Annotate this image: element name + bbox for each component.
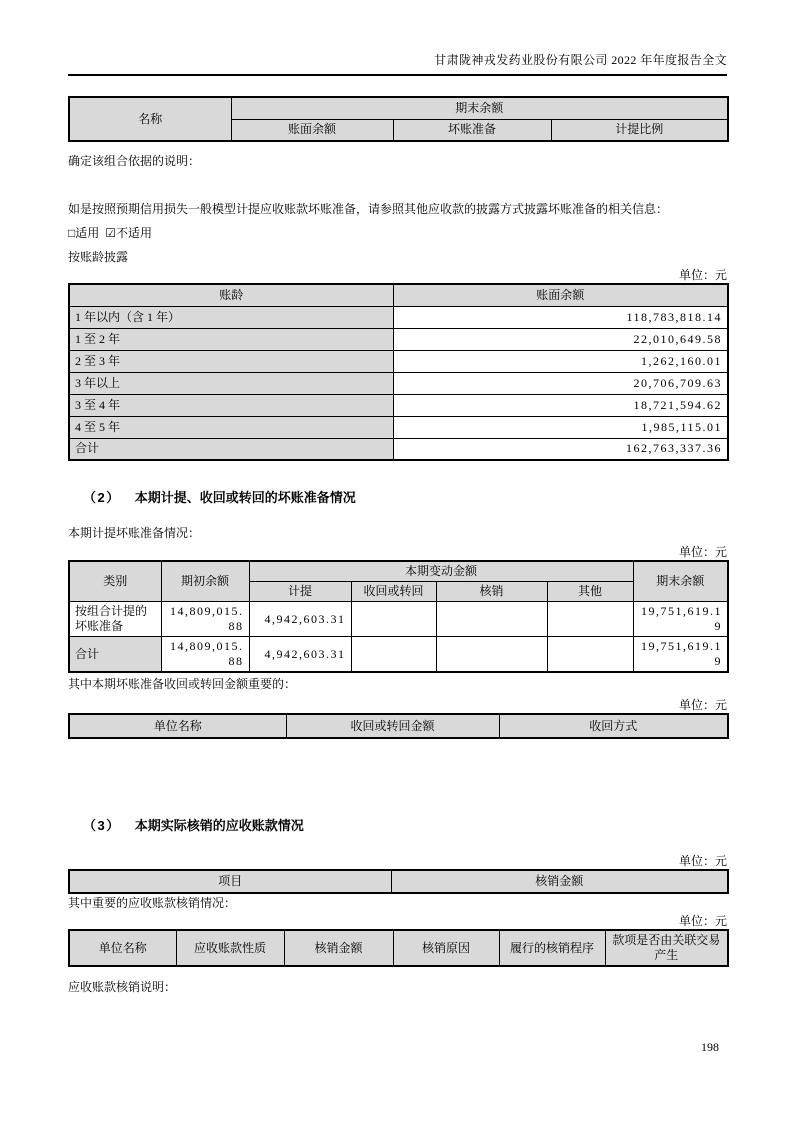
provision-row-category: 按组合计提的坏账准备 bbox=[69, 602, 161, 637]
provision-row-ending: 19,751,619.19 bbox=[633, 602, 728, 637]
checkbox-not-applicable-label: 不适用 bbox=[116, 226, 153, 240]
col-header-name: 名称 bbox=[69, 97, 231, 141]
col-header-provision-ratio: 计提比例 bbox=[551, 119, 728, 141]
aging-row-value: 1,985,115.01 bbox=[393, 416, 728, 438]
checkbox-applicable-label: 适用 bbox=[75, 226, 100, 240]
provision-total-other bbox=[547, 637, 633, 673]
document-header-title: 甘肃陇神戎发药业股份有限公司 2022 年年度报告全文 bbox=[434, 53, 727, 67]
provision-row-recover bbox=[351, 602, 436, 637]
col-header-writeoff-amount: 核销金额 bbox=[284, 930, 393, 966]
col-header-recovery-method: 收回方式 bbox=[499, 714, 728, 738]
table-row bbox=[69, 438, 728, 460]
col-header-bad-debt-provision: 坏账准备 bbox=[393, 119, 551, 141]
unit-label: 单位：元 bbox=[678, 268, 727, 282]
writeoff-explanation-note: 应收账款核销说明： bbox=[68, 980, 177, 994]
aging-row-value: 18,721,594.62 bbox=[393, 394, 728, 416]
col-header-recover: 收回或转回 bbox=[351, 582, 436, 602]
table-row bbox=[69, 328, 728, 350]
col-header-writeoff: 核销 bbox=[436, 582, 547, 602]
aging-row-label: 3 年以上 bbox=[69, 372, 393, 394]
table-row bbox=[69, 637, 728, 673]
provision-total-writeoff bbox=[436, 637, 547, 673]
group-basis-note: 确定该组合依据的说明： bbox=[68, 154, 201, 168]
unit-label: 单位：元 bbox=[678, 914, 727, 928]
col-header-writeoff-amount: 核销金额 bbox=[391, 870, 728, 893]
aging-row-value: 118,783,818.14 bbox=[393, 306, 728, 328]
section-3-heading bbox=[68, 815, 727, 834]
provision-total-beginning: 14,809,015.88 bbox=[161, 637, 249, 673]
table-row bbox=[69, 416, 728, 438]
provision-total-category: 合计 bbox=[69, 637, 161, 673]
provision-note: 本期计提坏账准备情况： bbox=[68, 526, 201, 540]
provision-row-beginning: 14,809,015.88 bbox=[161, 602, 249, 637]
table-row bbox=[69, 394, 728, 416]
checkbox-not-applicable-icon: ☑ bbox=[105, 226, 117, 240]
header-rule bbox=[68, 74, 727, 76]
important-writeoff-note: 其中重要的应收账款核销情况： bbox=[68, 896, 237, 910]
aging-total-label: 合计 bbox=[69, 438, 393, 460]
col-header-writeoff-reason: 核销原因 bbox=[393, 930, 499, 966]
col-header-aging: 账龄 bbox=[69, 284, 393, 306]
col-header-entity-name: 单位名称 bbox=[69, 930, 176, 966]
col-header-book-balance: 账面余额 bbox=[231, 119, 393, 141]
table-row bbox=[69, 602, 728, 637]
writeoff-detail-table bbox=[68, 929, 729, 967]
col-header-change-group: 本期变动金额 bbox=[249, 561, 633, 582]
aging-row-label: 4 至 5 年 bbox=[69, 416, 393, 438]
portfolio-provision-table bbox=[68, 96, 729, 142]
col-header-category: 类别 bbox=[69, 561, 161, 602]
col-header-provision: 计提 bbox=[249, 582, 351, 602]
col-header-ending-balance: 期末余额 bbox=[633, 561, 728, 602]
writeoff-summary-table bbox=[68, 869, 729, 894]
col-header-beginning-balance: 期初余额 bbox=[161, 561, 249, 602]
col-header-other: 其他 bbox=[547, 582, 633, 602]
aging-row-label: 2 至 3 年 bbox=[69, 350, 393, 372]
col-header-recovered-amount: 收回或转回金额 bbox=[286, 714, 499, 738]
section-2-heading bbox=[68, 487, 727, 506]
col-header-writeoff-procedure: 履行的核销程序 bbox=[499, 930, 605, 966]
col-header-entity-name: 单位名称 bbox=[69, 714, 286, 738]
aging-row-value: 22,010,649.58 bbox=[393, 328, 728, 350]
section-3-title: 本期实际核销的应收账款情况 bbox=[134, 818, 304, 833]
unit-label: 单位：元 bbox=[678, 854, 727, 868]
provision-total-recover bbox=[351, 637, 436, 673]
col-header-item: 项目 bbox=[69, 870, 391, 893]
aging-row-label: 1 年以内（含 1 年） bbox=[69, 306, 393, 328]
provision-total-ending: 19,751,619.19 bbox=[633, 637, 728, 673]
aging-row-value: 20,706,709.63 bbox=[393, 372, 728, 394]
col-header-receivable-nature: 应收账款性质 bbox=[176, 930, 284, 966]
checkbox-applicable-icon: □ bbox=[68, 226, 76, 240]
provision-total-provision: 4,942,603.31 bbox=[249, 637, 351, 673]
aging-table bbox=[68, 283, 729, 461]
table-row bbox=[69, 372, 728, 394]
table-row bbox=[69, 350, 728, 372]
section-2-number: （2） bbox=[83, 490, 121, 505]
table-row bbox=[69, 306, 728, 328]
col-header-related-party: 款项是否由关联交易产生 bbox=[605, 930, 728, 966]
provision-row-writeoff bbox=[436, 602, 547, 637]
aging-row-label: 1 至 2 年 bbox=[69, 328, 393, 350]
unit-label: 单位：元 bbox=[678, 698, 727, 712]
unit-label: 单位：元 bbox=[678, 545, 727, 559]
ecl-model-note: 如是按照预期信用损失一般模型计提应收账款坏账准备，请参照其他应收款的披露方式披露坏账准备的相关信息： bbox=[68, 202, 669, 216]
provision-row-provision: 4,942,603.31 bbox=[249, 602, 351, 637]
section-3-number: （3） bbox=[83, 818, 121, 833]
page-number: 198 bbox=[701, 1040, 719, 1054]
recovery-table bbox=[68, 713, 729, 739]
aging-row-label: 3 至 4 年 bbox=[69, 394, 393, 416]
provision-movement-table bbox=[68, 560, 729, 673]
col-header-balance: 账面余额 bbox=[393, 284, 728, 306]
applicability-line bbox=[68, 226, 727, 241]
provision-row-other bbox=[547, 602, 633, 637]
section-2-title: 本期计提、收回或转回的坏账准备情况 bbox=[134, 490, 356, 505]
aging-disclosure-note: 按账龄披露 bbox=[68, 250, 129, 264]
aging-total-value: 162,763,337.36 bbox=[393, 438, 728, 460]
aging-row-value: 1,262,160.01 bbox=[393, 350, 728, 372]
important-recovery-note: 其中本期坏账准备收回或转回金额重要的： bbox=[68, 677, 297, 691]
col-header-period-end: 期末余额 bbox=[231, 97, 728, 119]
